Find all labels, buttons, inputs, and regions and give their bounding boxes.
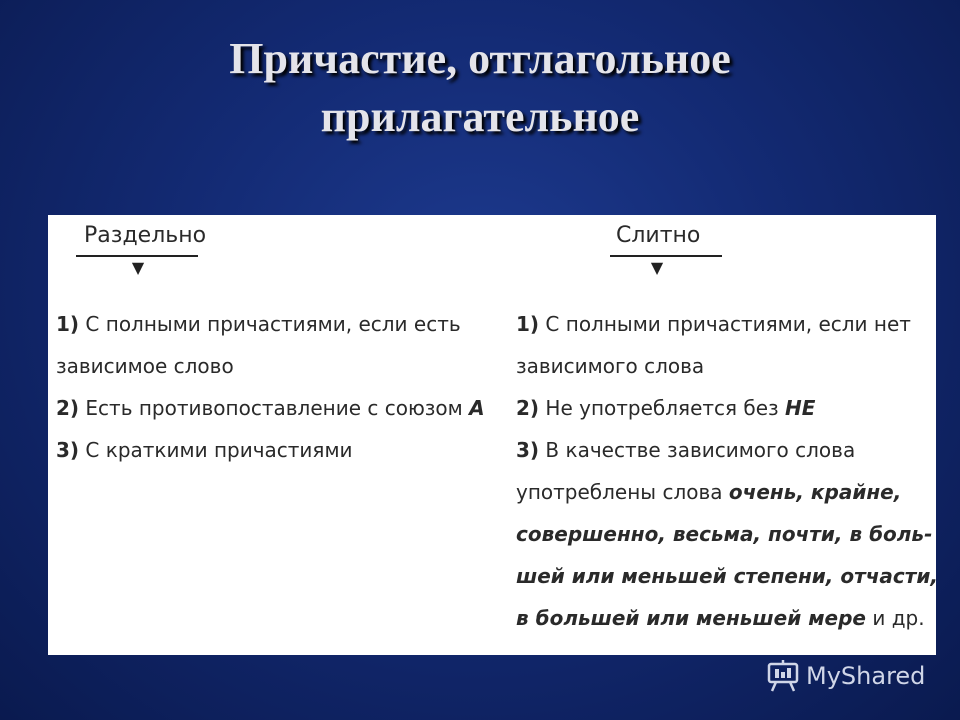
separate-rule-3	[56, 429, 506, 471]
myshared-watermark	[766, 656, 925, 696]
separate-underline	[76, 255, 198, 257]
joined-rule-3-line-5	[516, 597, 934, 639]
watermark-text: MyShared	[806, 662, 926, 690]
content-panel	[48, 215, 936, 655]
down-arrow-icon: ▼	[131, 258, 145, 277]
separate-heading: Раздельно	[84, 223, 207, 248]
rule-emphasis: А	[469, 396, 485, 420]
rule-text: С краткими причастиями	[85, 438, 353, 462]
joined-rules-list	[516, 303, 938, 639]
rule-number: 2)	[56, 396, 80, 420]
rule-text: Есть противопоставление с союзом	[85, 396, 470, 420]
rule-text: С полными причастиями, если есть	[85, 312, 461, 336]
joined-rule-3-line-2	[516, 471, 934, 513]
slide-title	[0, 30, 960, 146]
separate-rule-1	[56, 303, 506, 345]
rule-number: 1)	[516, 312, 540, 336]
separate-rules-list	[56, 303, 506, 471]
joined-heading: Слитно	[616, 223, 701, 248]
rule-number: 2)	[516, 396, 540, 420]
rule-text: В качестве зависимого слова	[545, 438, 856, 462]
rule-emphasis: очень, крайне,	[728, 480, 902, 504]
rule-number: 3)	[516, 438, 540, 462]
title-line-1: Причастие, отглагольное	[229, 34, 731, 83]
presentation-board-icon	[766, 659, 800, 693]
rule-emphasis: шей или меньшей степени, отчасти,	[516, 564, 938, 588]
joined-rule-1-cont: зависимого слова	[516, 354, 705, 378]
title-line-2: прилагательное	[320, 92, 640, 141]
separate-rule-2	[56, 387, 506, 429]
joined-rule-2	[516, 387, 934, 429]
rule-number: 1)	[56, 312, 80, 336]
rule-emphasis: совершенно, весьма, почти, в боль-	[516, 522, 933, 546]
separate-rule-1-cont: зависимое слово	[56, 354, 234, 378]
rule-emphasis: НЕ	[785, 396, 816, 420]
rule-number: 3)	[56, 438, 80, 462]
joined-rule-3-line-3	[516, 513, 934, 555]
joined-rule-3	[516, 429, 934, 471]
rule-text: С полными причастиями, если нет	[545, 312, 911, 336]
down-arrow-icon: ▼	[650, 258, 664, 277]
rule-text: Не употребляется без	[545, 396, 786, 420]
rule-text: употреблены слова	[516, 480, 729, 504]
rule-emphasis: в большей или меньшей мере	[516, 606, 866, 630]
joined-rule-1	[516, 303, 934, 345]
rule-text: и др.	[866, 606, 925, 630]
joined-underline	[610, 255, 722, 257]
joined-rule-3-line-4	[516, 555, 938, 597]
